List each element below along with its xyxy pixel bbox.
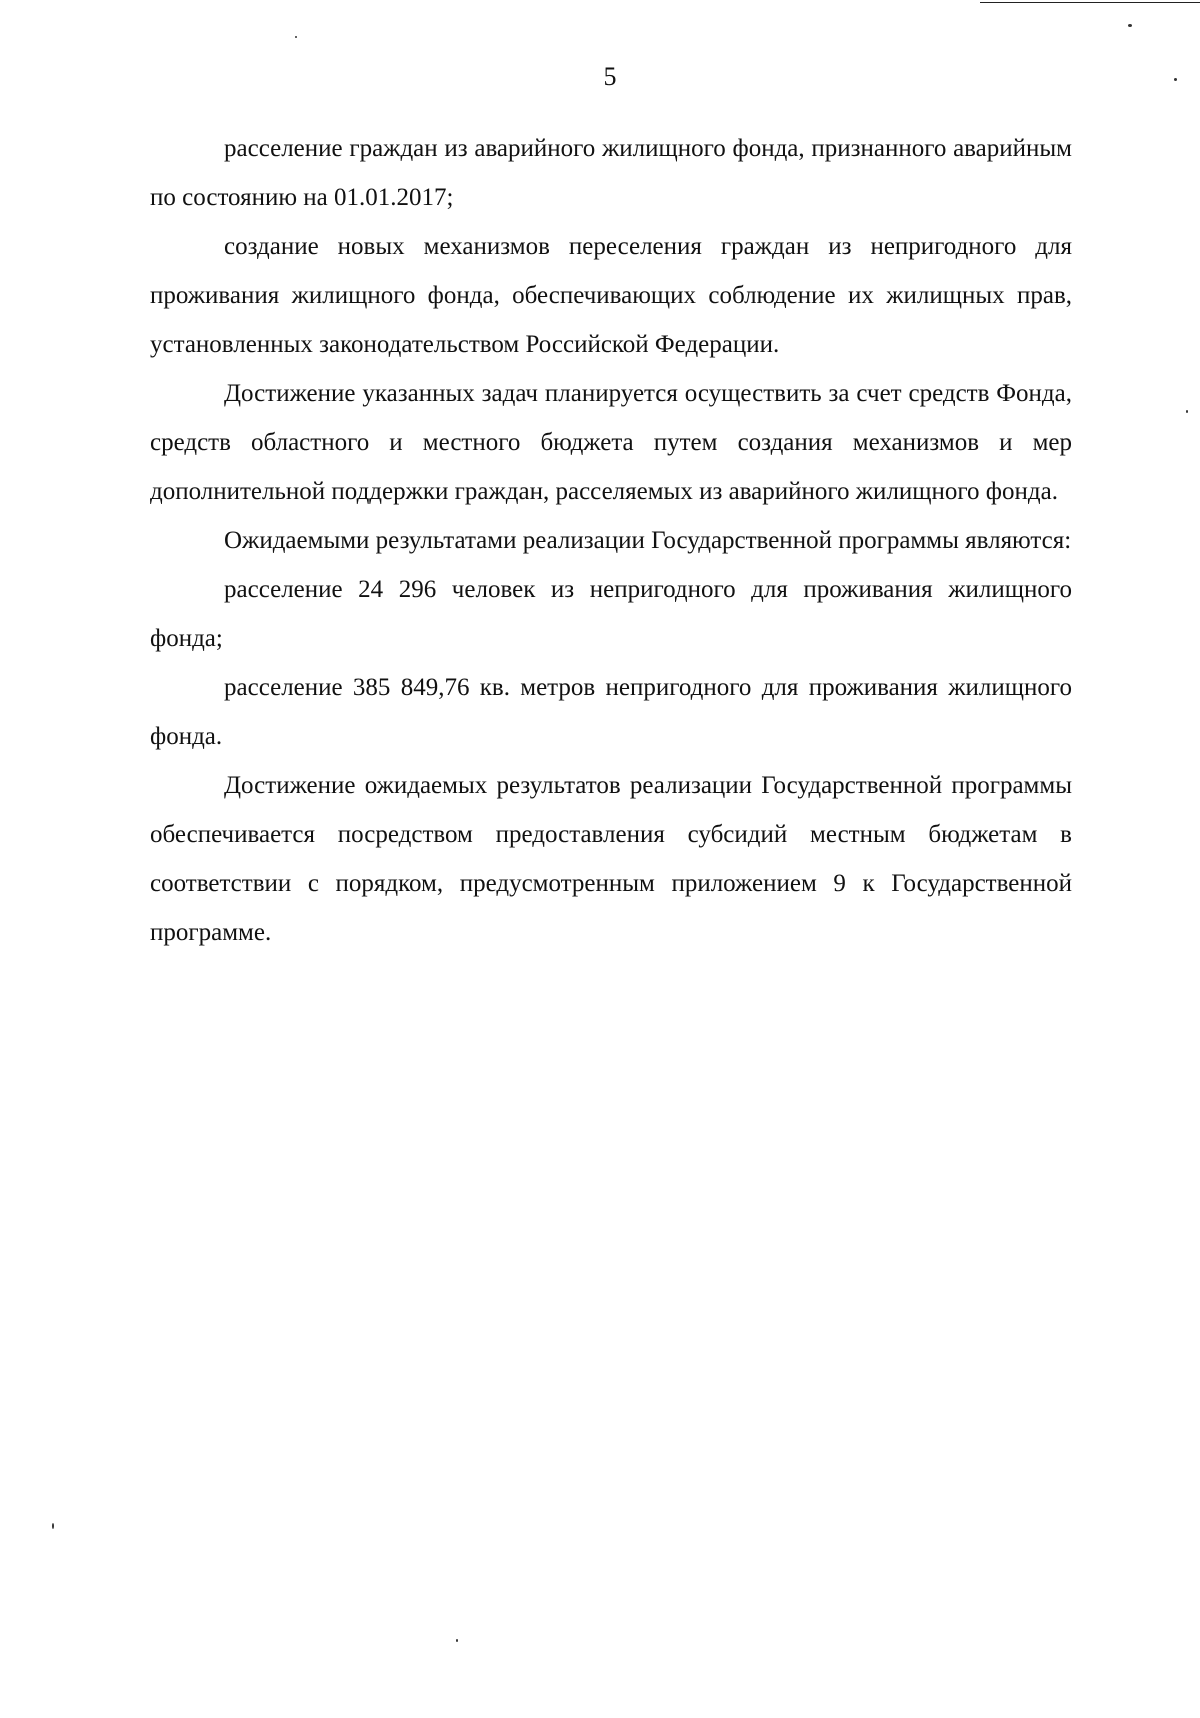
paragraph-subsidies: Достижение ожидаемых результатов реализации Государственной программы обеспечивается посредством предоставления субсидий местным бюджетам в соответствии с порядком, предусмотренным приложением 9 к Государственной программе. (150, 772, 1072, 946)
page-number: 5 (603, 62, 617, 91)
scan-speck (1128, 24, 1132, 27)
paragraph-funding-sources: Достижение указанных задач планируется осуществить за счет средств Фонда, средств областного и местного бюджета путем создания механизмов и мер дополнительной поддержки граждан, расселяемых из аварийного жилищного фонда. (150, 380, 1072, 505)
paragraph-result-area: расселение 385 849,76 кв. метров непригодного для проживания жилищного фонда. (150, 674, 1072, 750)
scan-speck (456, 1639, 458, 1642)
document-body (150, 124, 1072, 957)
scan-speck (52, 1523, 54, 1529)
paragraph-resettlement-emergency: расселение граждан из аварийного жилищного фонда, признанного аварийным по состоянию на 01.01.2017; (150, 135, 1072, 211)
paragraph-expected-results-intro: Ожидаемыми результатами реализации Государственной программы являются: (224, 527, 1072, 554)
scan-speck (1186, 410, 1188, 413)
scan-edge-line (980, 2, 1200, 3)
scan-speck (295, 36, 297, 38)
paragraph-new-mechanisms: создание новых механизмов переселения граждан из непригодного для проживания жилищного фонда, обеспечивающих соблюдение их жилищных прав, установленных законодательством Российской Федерации. (150, 233, 1072, 358)
paragraph-result-people: расселение 24 296 человек из непригодного для проживания жилищного фонда; (150, 576, 1072, 652)
